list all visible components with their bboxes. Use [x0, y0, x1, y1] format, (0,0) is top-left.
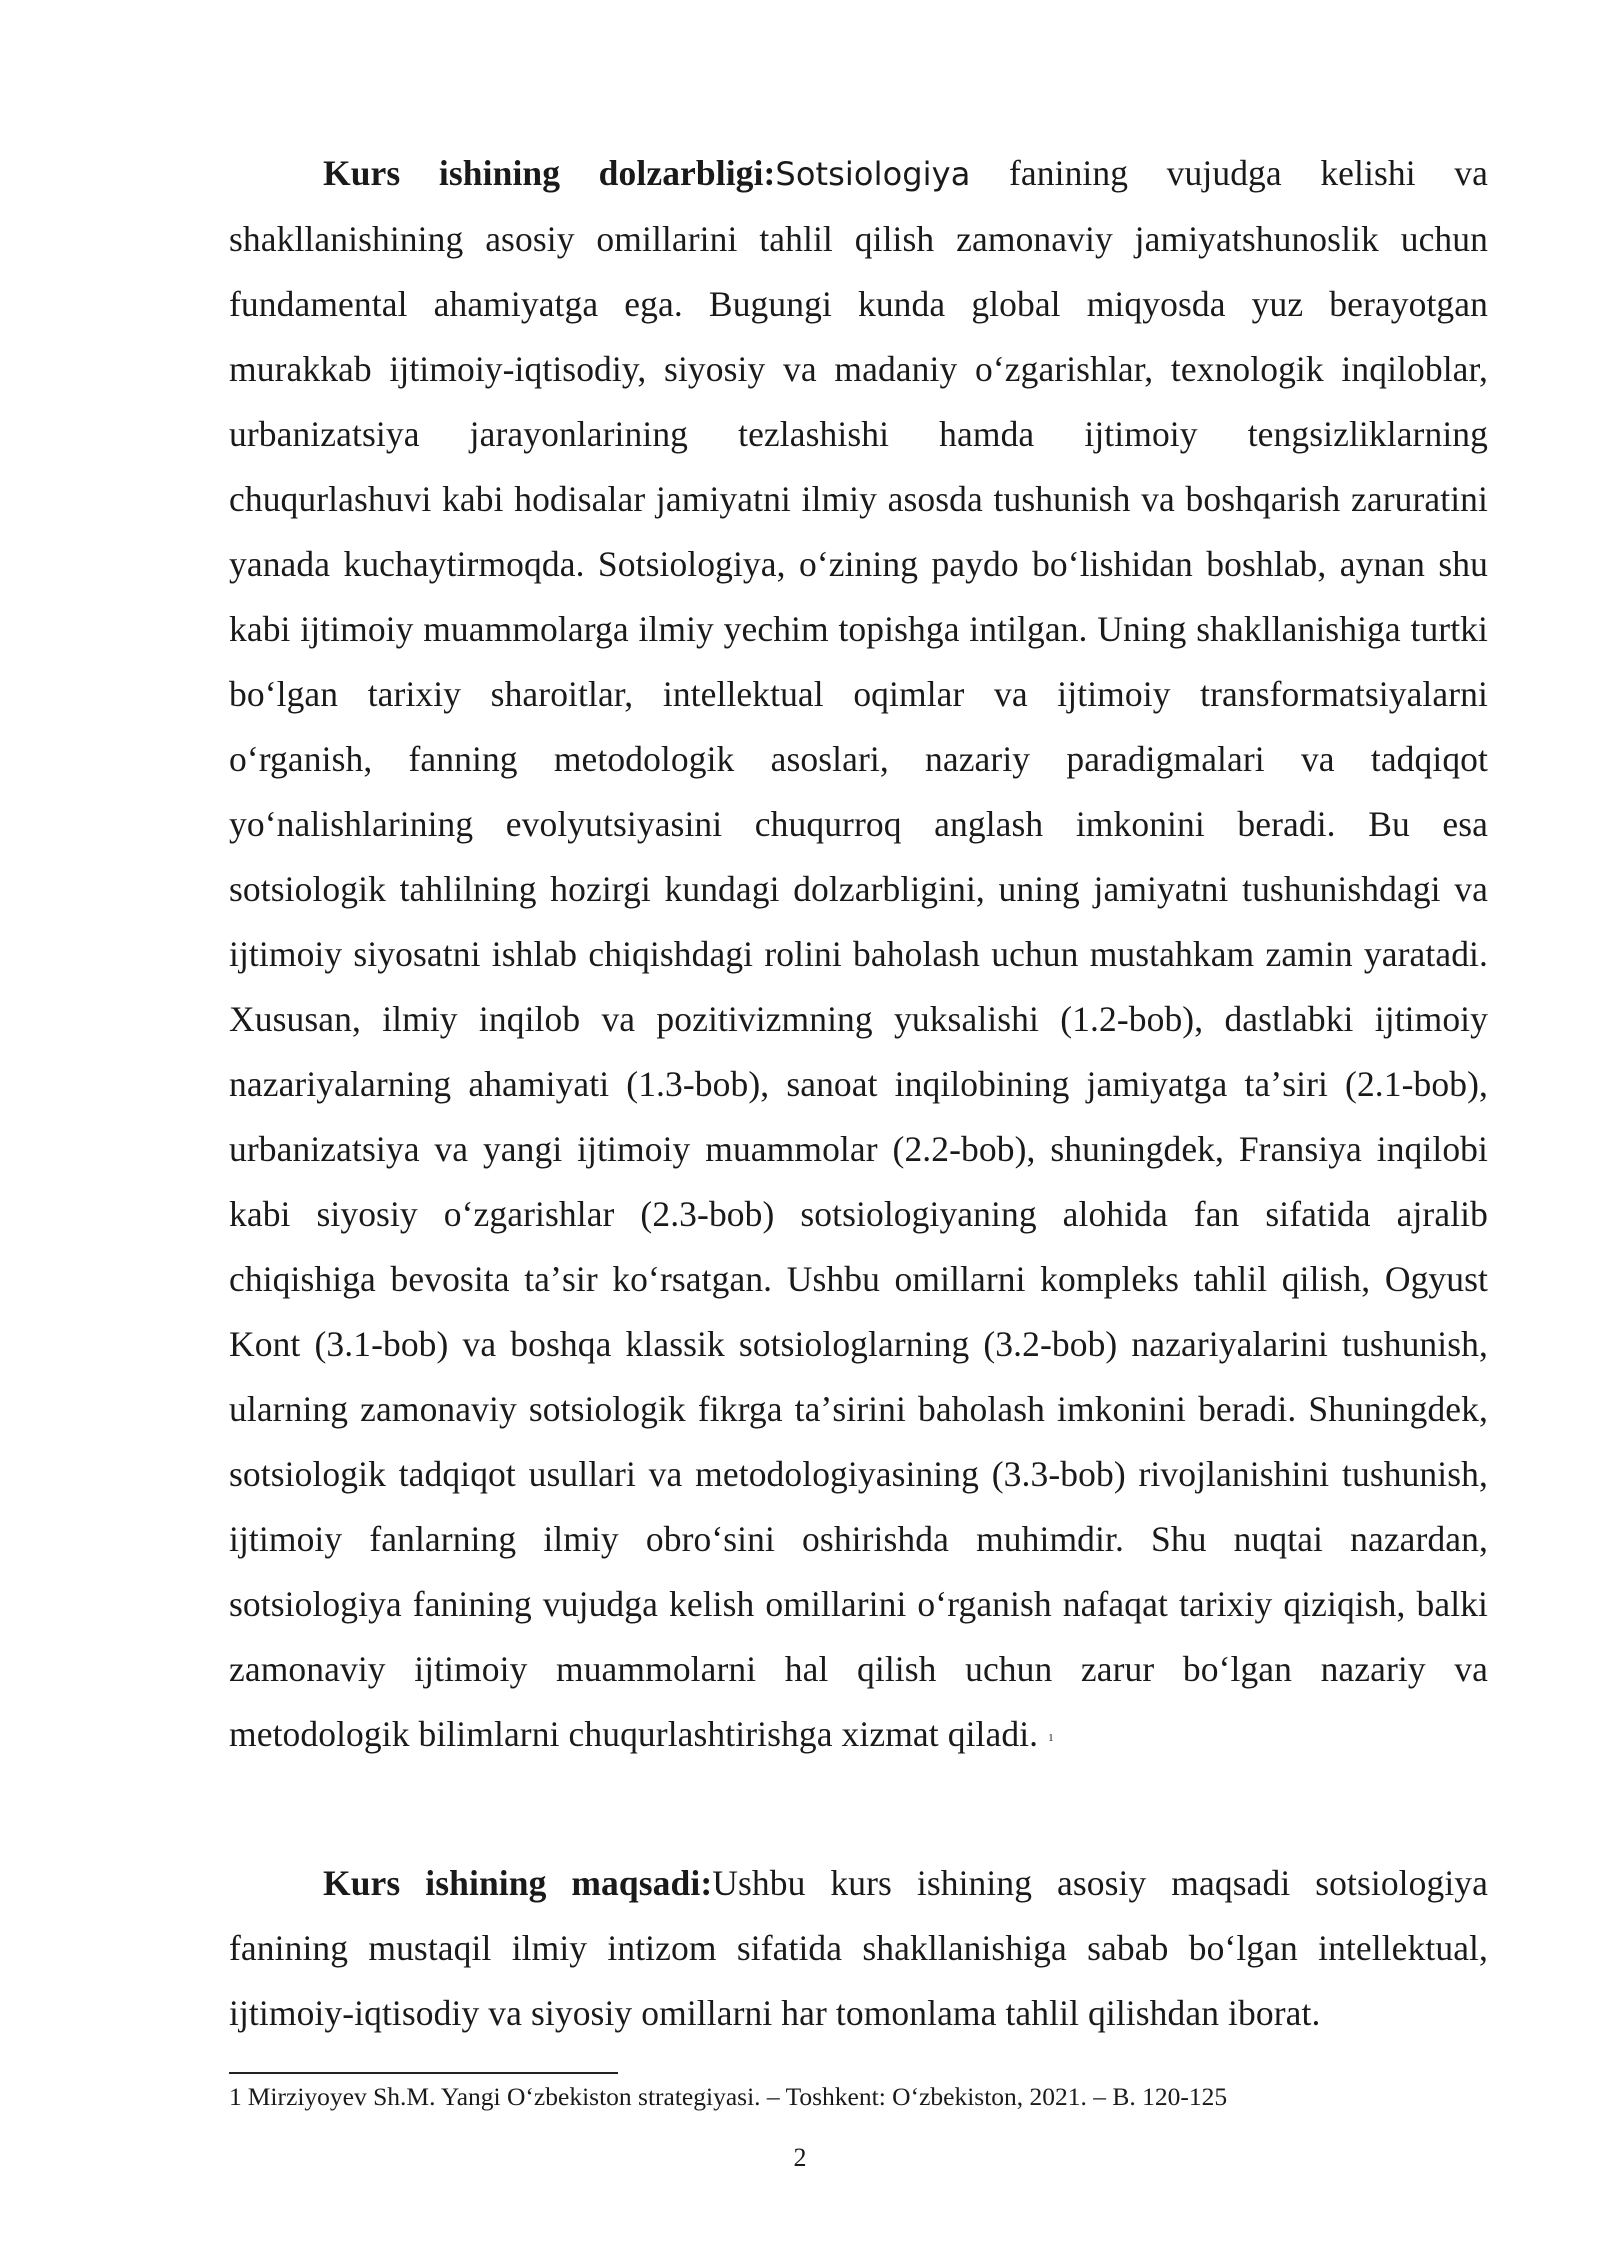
paragraph-heading-goal: Kurs ishining maqsadi:	[323, 1863, 713, 1903]
footnote-separator	[229, 2072, 618, 2074]
footnote-text: Mirziyoyev Sh.M. Yangi Oʻzbekiston strategiyasi. – Toshkent: Oʻzbekiston, 2021. – B. 120-125	[247, 2082, 1228, 2111]
footnote-number: 1	[229, 2082, 242, 2111]
page-number: 2	[793, 2143, 807, 2172]
paragraph-goal	[229, 1851, 1488, 2046]
paragraph-text-goal: Ushbu kurs ishining asosiy maqsadi sotsiologiya fanining mustaqil ilmiy intizom sifatida shakllanishiga sabab boʻlgan intellektual, ijtimoiy-iqtisodiy va siyosiy omillarni har tomonlama tahlil qilishdan iborat.	[229, 1863, 1488, 2033]
paragraph-heading-relevance: Kurs ishining dolzarbligi:	[323, 153, 776, 193]
footnote-reference[interactable]: 1	[1048, 1732, 1054, 1744]
paragraph-relevance	[229, 141, 1488, 1771]
paragraph-lead-word: Sotsiologiya	[775, 155, 971, 193]
paragraph-text-relevance: fanining vujudga kelishi va shakllanishining asosiy omillarini tahlil qilish zamonaviy jamiyatshunoslik uchun fundamental ahamiyatga ega. Bugungi kunda global miqyosda yuz berayotgan murakkab ijtimoiy-iqtisodiy, siyosiy va madaniy oʻzgarishlar, texnologik inqiloblar, urbanizatsiya jarayonlarining tezlashishi hamda ijtimoiy tengsizliklarning chuqurlashuvi kabi hodisalar jamiyatni ilmiy asosda tushunish va boshqarish zaruratini yanada kuchaytirmoqda. Sotsiologiya, oʻzining paydo boʻlishidan boshlab, aynan shu kabi ijtimoiy muammolarga ilmiy yechim topishga intilgan. Uning shakllanishiga turtki boʻlgan tarixiy sharoitlar, intellektual oqimlar va ijtimoiy transformatsiyalarni oʻrganish, fanning metodologik asoslari, nazariy paradigmalari va tadqiqot yoʻnalishlarining evolyutsiyasini chuqurroq anglash imkonini beradi. Bu esa sotsiologik tahlilning hozirgi kundagi dolzarbligini, uning jamiyatni tushunishdagi va ijtimoiy siyosatni ishlab chiqishdagi rolini baholash uchun mustahkam zamin yaratadi. Xususan, ilmiy inqilob va pozitivizmning yuksalishi (1.2-bob), dastlabki ijtimoiy nazariyalarning ahamiyati (1.3-bob), sanoat inqilobining jamiyatga taʼsiri (2.1-bob), urbanizatsiya va yangi ijtimoiy muammolar (2.2-bob), shuningdek, Fransiya inqilobi kabi siyosiy oʻzgarishlar (2.3-bob) sotsiologiyaning alohida fan sifatida ajralib chiqishiga bevosita taʼsir koʻrsatgan. Ushbu omillarni kompleks tahlil qilish, Ogyust Kont (3.1-bob) va boshqa klassik sotsiologlarning (3.2-bob) nazariyalarini tushunish, ularning zamonaviy sotsiologik fikrga taʼsirini baholash imkonini beradi. Shuningdek, sotsiologik tadqiqot usullari va metodologiyasining (3.3-bob) rivojlanishini tushunish, ijtimoiy fanlarning ilmiy obroʻsini oshirishda muhimdir. Shu nuqtai nazardan, sotsiologiya fanining vujudga kelish omillarini oʻrganish nafaqat tarixiy qiziqish, balki zamonaviy ijtimoiy muammolarni hal qilish uchun zarur boʻlgan nazariy va metodologik bilimlarni chuqurlashtirishga xizmat qiladi.	[229, 153, 1488, 1754]
footnote	[229, 2078, 1489, 2116]
